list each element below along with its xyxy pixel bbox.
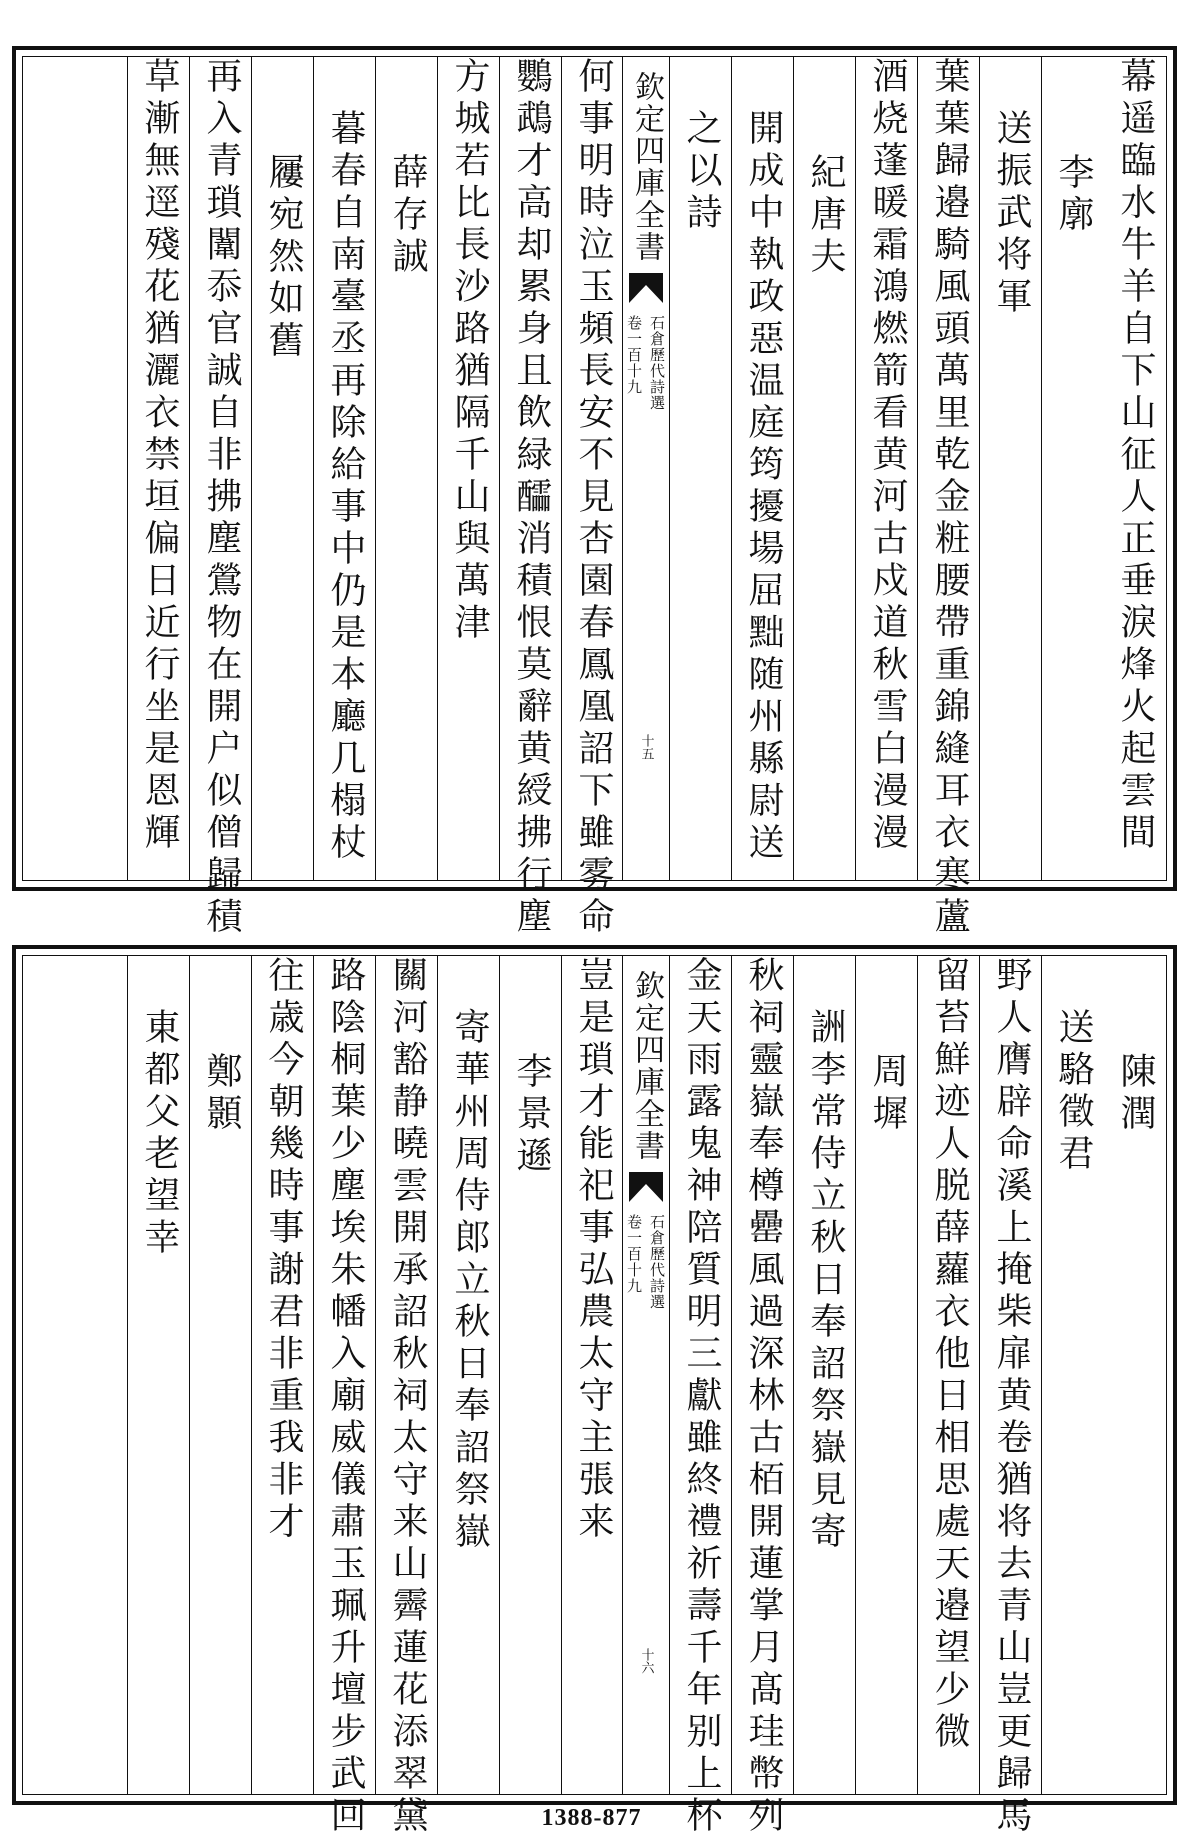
bottom-spine-labels (624, 1208, 668, 1310)
top-column-10 (499, 57, 562, 939)
top-column-2-text: 李廓 (1053, 153, 1094, 237)
bottom-column-2 (1041, 956, 1104, 1794)
bottom-column-6-text: 詶李常侍立秋日奉詔祭嶽見寄 (805, 1008, 846, 1554)
top-column-9 (561, 57, 624, 939)
bottom-spine (622, 956, 670, 1794)
bottom-spine-collection: 石倉歷代詩選 (648, 1214, 666, 1310)
bottom-column-15-text: 鄭顥 (201, 1052, 242, 1136)
bottom-column-11 (437, 956, 500, 1794)
bottom-column-15 (189, 956, 252, 1794)
bottom-column-7-text: 秋祠靈嶽奉樽罍風過深林古栢開蓮掌月髙珪幣列 (743, 956, 784, 1838)
bottom-column-14-text: 往歳今朝幾時事謝君非重我非才 (263, 956, 304, 1544)
top-column-7-text: 開成中執政惡温庭筠擾場屈黜随州縣尉送 (743, 109, 784, 865)
bottom-column-1-text: 陳潤 (1115, 1052, 1156, 1136)
bottom-spine-volume: 卷一百十九 (625, 1214, 643, 1294)
bottom-column-9-text: 豈是瑣才能祀事弘農太守主張来 (573, 956, 614, 1544)
bottom-column-14 (251, 956, 314, 1794)
top-column-5-text: 酒烧蓬暖霜鴻燃箭看黄河古戍道秋雪白漫漫 (867, 57, 908, 855)
top-column-6 (793, 57, 856, 880)
top-column-15 (189, 57, 252, 939)
top-column-5 (855, 57, 918, 880)
top-column-4 (917, 57, 980, 939)
bottom-column-9 (561, 956, 624, 1794)
top-column-11 (437, 57, 500, 880)
top-column-15-text: 再入青瑣闈忝官誠自非拂塵鶯物在開户似僧歸積 (201, 57, 242, 939)
top-column-3 (979, 57, 1042, 880)
bottom-column-1 (1104, 956, 1166, 1794)
fishtail-ornament-icon (629, 1172, 663, 1202)
top-column-4-text: 葉葉歸邉騎風頭萬里乾金粧腰帶重錦縫耳衣寒蘆 (929, 57, 970, 939)
top-column-1-text: 幕遥臨水牛羊自下山征人正垂淚烽火起雲間 (1115, 57, 1156, 855)
top-column-9-text: 何事明時泣玉頻長安不見杏園春鳳凰詔下雖雾命 (573, 57, 614, 939)
top-column-3-text: 送振武将軍 (991, 109, 1032, 319)
bottom-column-5 (855, 956, 918, 1794)
bottom-column-2-text: 送駱徵君 (1053, 1008, 1094, 1176)
fishtail-ornament-icon (629, 273, 663, 303)
bottom-spine-title: 欽定四庫全書 (629, 970, 664, 1162)
top-column-7 (731, 57, 794, 880)
top-column-8 (669, 57, 732, 880)
bottom-column-3-text: 野人膺辟命溪上掩柴扉黄卷猶将去青山豈更歸馬 (991, 956, 1032, 1838)
bottom-column-8 (669, 956, 732, 1838)
top-column-14-text: 屨宛然如舊 (263, 153, 304, 363)
top-page-frame (22, 56, 1167, 939)
top-spine-page: 十五 (638, 734, 654, 760)
top-column-16-text: 草漸無逕殘花猶灑衣禁垣偏日近行坐是恩輝 (139, 57, 180, 855)
bottom-column-13 (313, 956, 376, 1838)
top-column-6-text: 紀唐夫 (805, 153, 846, 279)
bottom-column-12 (375, 956, 438, 1838)
top-column-16 (127, 57, 190, 880)
top-column-1 (1104, 57, 1166, 880)
bottom-column-4 (917, 956, 980, 1794)
top-column-14 (251, 57, 314, 880)
bottom-column-16-text: 東都父老望幸 (139, 1008, 180, 1260)
top-spine-labels (624, 309, 668, 411)
bottom-column-16 (127, 956, 190, 1794)
bottom-spine-page: 十六 (638, 1648, 654, 1674)
top-column-2 (1041, 57, 1104, 880)
top-spine-volume: 卷一百十九 (625, 315, 643, 395)
bottom-column-11-text: 寄華州周侍郎立秋日奉詔祭嶽 (449, 1008, 490, 1554)
bottom-column-3 (979, 956, 1042, 1838)
top-page-block (12, 46, 1177, 939)
bottom-column-10 (499, 956, 562, 1794)
top-spine-title: 欽定四庫全書 (629, 71, 664, 263)
bottom-column-5-text: 周墀 (867, 1052, 908, 1136)
top-column-12 (375, 57, 438, 880)
top-spine-collection: 石倉歷代詩選 (648, 315, 666, 411)
top-column-12-text: 薛存誠 (387, 153, 428, 279)
bottom-column-6 (793, 956, 856, 1794)
bottom-column-10-text: 李景遜 (511, 1052, 552, 1178)
top-spine (622, 57, 670, 880)
top-column-8-text: 之以詩 (681, 109, 722, 235)
top-column-11-text: 方城若比長沙路猶隔千山與萬津 (449, 57, 490, 645)
bottom-column-4-text: 留苔鮮迹人脱薛蘿衣他日相思處天邉望少微 (929, 956, 970, 1754)
top-column-10-text: 鸚鵡才高却累身且飲緑醽消積恨莫辭黄綬拂行塵 (511, 57, 552, 939)
bottom-column-7 (731, 956, 794, 1838)
bottom-column-12-text: 關河豁静曉雲開承詔秋祠太守来山霽蓮花添翠黛 (387, 956, 428, 1838)
bottom-column-8-text: 金天雨露鬼神陪質明三獻雖終禮祈壽千年别上杯 (681, 956, 722, 1838)
bottom-column-13-text: 路陰桐葉少塵埃朱幡入廟威儀肅玉珮升壇步武回 (325, 956, 366, 1838)
top-column-13-text: 暮春自南臺丞再除給事中仍是本廳几榻杖 (325, 109, 366, 865)
footer-page-number: 1388-877 (541, 1805, 642, 1831)
top-column-13 (313, 57, 376, 880)
